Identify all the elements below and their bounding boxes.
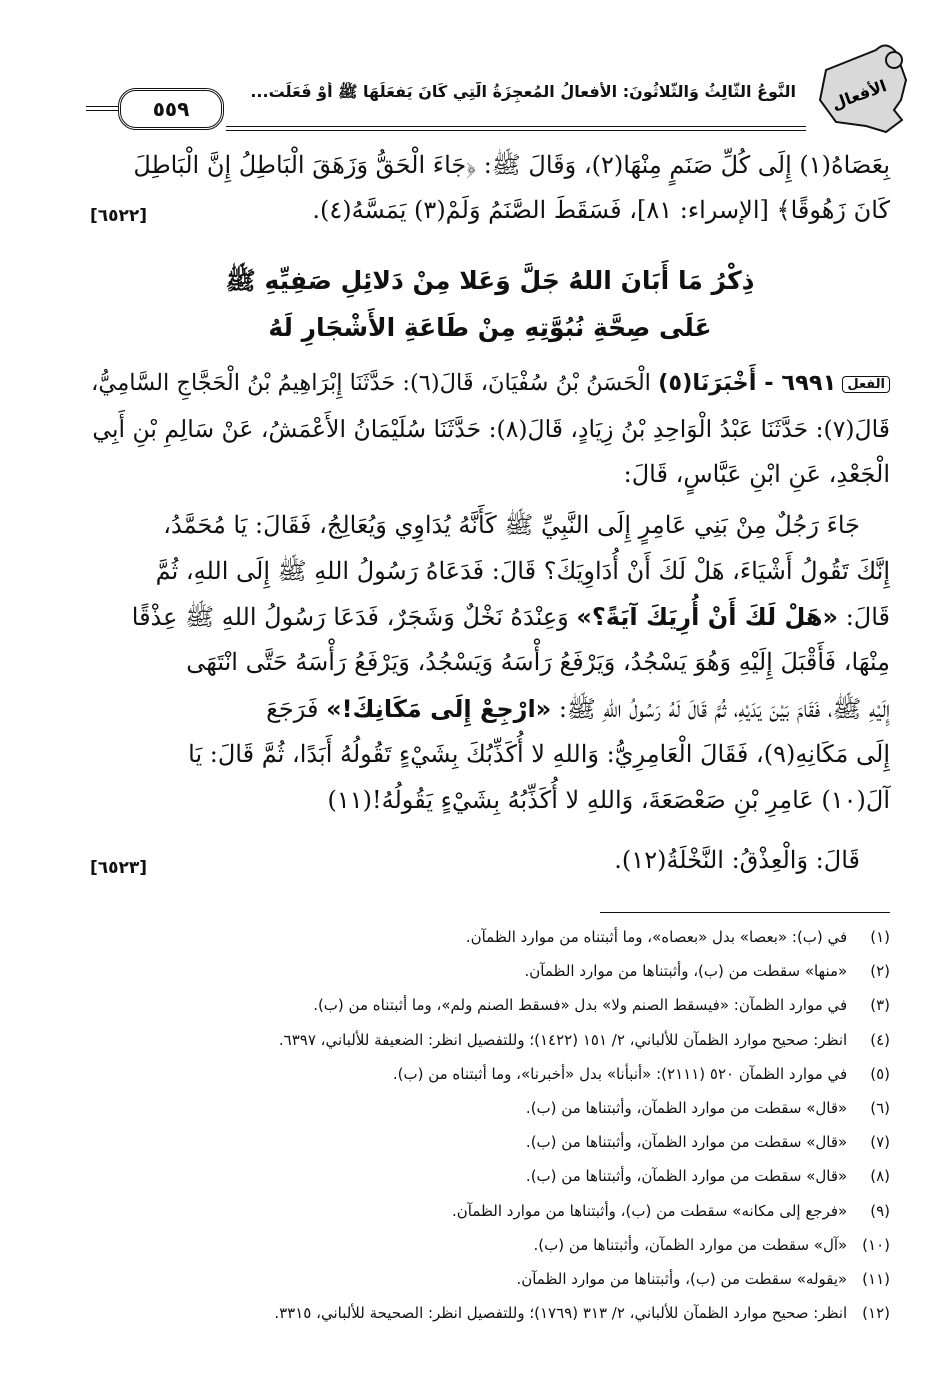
matn-line: [90, 602, 890, 637]
matn-line: إِلَى مَكَانِهِ(٩)، فَقَالَ الْعَامِرِيُّ: وَاللهِ لا أُكَذِّبُكَ بِشَيْءٍ تَقُولُهُ أَبَدًا، ثُمَّ قَالَ: يَا: [188, 740, 890, 768]
footnote-number: (٣): [870, 996, 890, 1015]
isnad-line: [90, 370, 890, 396]
matn-line: مِنْهَا، فَأَقْبَلَ إِلَيْهِ وَهُوَ يَسْجُدُ، وَيَرْفَعُ رَأْسَهُ وَيَسْجُدُ، وَيَرْفَعُ رَأْسَهُ حَتَّى انْتَهَى: [186, 648, 890, 676]
footnote: [90, 1236, 890, 1254]
footnote-text: «منها» سقطت من (ب)، وأثبتناها من موارد الظمآن.: [524, 962, 848, 981]
puzzle-badge-icon: [806, 40, 916, 140]
chapter-badge: [806, 40, 916, 140]
footnote-number: (٨): [870, 1167, 890, 1186]
running-title: النَّوعُ الثَّالِثُ وَالثَّلاثُونَ: الأفعالُ المُعجِزَةُ الَّتِي كَانَ يَفعَلُهَا ﷺ أَوْ فَعَلَت...: [250, 82, 796, 101]
matn-text: فَرَجَعَ: [266, 695, 327, 723]
footnote: [90, 1099, 890, 1117]
header-rule-2: [226, 130, 806, 131]
matn-line: جَاءَ رَجُلٌ مِنْ بَنِي عَامِرٍ إِلَى النَّبِيِّ ﷺ كَأَنَّهُ يُدَاوِي وَيُعَالِجُ، فَقَالَ: يَا مُحَمَّدُ،: [163, 511, 860, 539]
footnote: [90, 1202, 890, 1220]
footnote-number: (١٠): [862, 1235, 890, 1254]
footnote-number: (١١): [862, 1270, 890, 1288]
footnote-separator: [600, 912, 890, 913]
isnad-text: الْحَسَنُ بْنُ سُفْيَانَ، قَالَ(٦): حَدَّثَنَا إِبْرَاهِيمُ بْنُ الْحَجَّاجِ السَّامِيُّ،: [91, 370, 651, 396]
hadith-reference: [٦٥٢٣]: [90, 858, 148, 878]
prophet-quote: «هَلْ لَكَ أَنْ أُرِيَكَ آيَةً؟»: [576, 603, 839, 631]
body-line: بِعَصَاهُ(١) إِلَى كُلِّ صَنَمٍ مِنْهَا(٢)، وَقَالَ ﷺ: ﴿جَاءَ الْحَقُّ وَزَهَقَ الْبَاطِلُ إِنَّ الْبَاطِلَ: [133, 151, 890, 179]
footnote: [90, 1133, 890, 1151]
footnote-number: (١): [870, 928, 890, 946]
footnote: [90, 996, 890, 1014]
footnote: [90, 1065, 890, 1083]
footnote: [90, 928, 890, 946]
matn-line: قَالَ: وَالْعِذْقُ: النَّخْلَةُ(١٢).: [614, 846, 860, 874]
footnote-number: (٥): [870, 1064, 890, 1083]
footnote-text: «قال» سقطت من موارد الظمآن، وأثبتناها من (ب).: [525, 1133, 848, 1152]
footnote-text: «قال» سقطت من موارد الظمآن، وأثبتناها من (ب).: [525, 1167, 848, 1186]
body-line: كَانَ زَهُوقًا﴾ [الإسراء: ٨١]، فَسَقَطَ الصَّنَمُ وَلَمْ(٣) يَمَسَّهُ(٤).: [312, 196, 890, 224]
isnad-line: الْجَعْدِ، عَنِ ابْنِ عَبَّاسٍ، قَالَ:: [623, 460, 890, 488]
section-heading: عَلَى صِحَّةِ نُبُوَّتِهِ مِنْ طَاعَةِ الأَشْجَارِ لَهُ: [268, 313, 712, 342]
footnote-text: في موارد الظمآن ٥٢٠ (٢١١١): «أنبأنا» بدل «أخبرنا»، وما أثبتناه من (ب).: [392, 1064, 848, 1083]
footnote-text: انظر: صحيح موارد الظمآن للألباني، ٢/ ١٥١ (١٤٢٢)؛ وللتفصيل انظر: الضعيفة للألباني، ٦٣٩٧.: [278, 1030, 848, 1049]
footnote-number: (٧): [870, 1133, 890, 1152]
hadith-reference: [٦٥٢٢]: [90, 206, 148, 226]
header-rule: [226, 126, 806, 127]
footnote-number: (٦): [870, 1099, 890, 1117]
footnote-text: «آل» سقطت من موارد الظمآن، وأثبتناها من (ب).: [533, 1235, 848, 1254]
footnote-text: انظر: صحيح موارد الظمآن للألباني، ٢/ ٣١٣ (١٧٦٩)؛ وللتفصيل انظر: الصحيحة للألباني، ٣٣١٥.: [274, 1304, 848, 1323]
footnote-number: (٩): [870, 1201, 890, 1220]
matn-text: إِلَيْهِ ﷺ، فَقَامَ بَيْنَ يَدَيْهِ، ثُمَّ قَالَ لَهُ رَسُولُ اللهِ ﷺ:: [551, 695, 890, 723]
prophet-quote: «ارْجِعْ إِلَى مَكَانِكَ!»: [326, 695, 552, 723]
matn-text: وَعِنْدَهُ نَخْلٌ وَشَجَرٌ، فَدَعَا رَسُولُ اللهِ ﷺ عِذْقًا: [131, 603, 577, 631]
hadith-number: ٦٩٩١ - أَخْبَرَنَا(٥): [658, 370, 837, 396]
footnote: [90, 1304, 890, 1322]
footnote: [90, 962, 890, 980]
footnote-number: (١٢): [862, 1304, 890, 1323]
page-header: [86, 40, 916, 136]
isnad-line: قَالَ(٧): حَدَّثَنَا عَبْدُ الْوَاحِدِ بْنُ زِيَادٍ، قَالَ(٨): حَدَّثَنَا سُلَيْمَانُ الأَعْمَشُ، عَنْ سَالِمِ بْنِ أَبِي: [92, 415, 890, 443]
hadith-category-badge: الفعل: [842, 376, 890, 393]
matn-line: [90, 694, 890, 729]
footnote: [90, 1270, 890, 1288]
matn-line: آلَ(١٠) عَامِرِ بْنِ صَعْصَعَةَ، وَاللهِ لا أُكَذِّبُهُ بِشَيْءٍ يَقُولُهُ!(١١): [327, 786, 890, 814]
section-heading: ذِكْرُ مَا أَبَانَ اللهُ جَلَّ وَعَلا مِنْ دَلائِلِ صَفِيِّهِ ﷺ: [225, 266, 755, 295]
matn-text: قَالَ:: [838, 603, 890, 631]
badge-label: الأفعال: [829, 76, 890, 114]
page-number: ٥٥٩: [118, 88, 224, 130]
footnote-text: في (ب): «بعصا» بدل «بعصاه»، وما أثبتناه من موارد الظمآن.: [465, 928, 848, 946]
matn-line: إِنَّكَ تَقُولُ أَشْيَاءَ، هَلْ لَكَ أَنْ أُدَاوِيَكَ؟ قَالَ: فَدَعَاهُ رَسُولُ اللهِ ﷺ إِلَى اللهِ، ثُمَّ: [155, 557, 890, 585]
footnote: [90, 1031, 890, 1049]
footnote-number: (٤): [870, 1030, 890, 1049]
footnote: [90, 1167, 890, 1185]
footnote-text: في موارد الظمآن: «فيسقط الصنم ولا» بدل «فسقط الصنم ولم»، وما أثبتناه من (ب).: [313, 996, 848, 1015]
footnote-text: «فرجع إلى مكانه» سقطت من (ب)، وأثبتناها من موارد الظمآن.: [451, 1201, 848, 1220]
footnote-text: «قال» سقطت من موارد الظمآن، وأثبتناها من (ب).: [525, 1099, 848, 1117]
footnote-text: «يقوله» سقطت من (ب)، وأثبتناها من موارد الظمآن.: [516, 1270, 848, 1288]
footnote-number: (٢): [870, 962, 890, 981]
